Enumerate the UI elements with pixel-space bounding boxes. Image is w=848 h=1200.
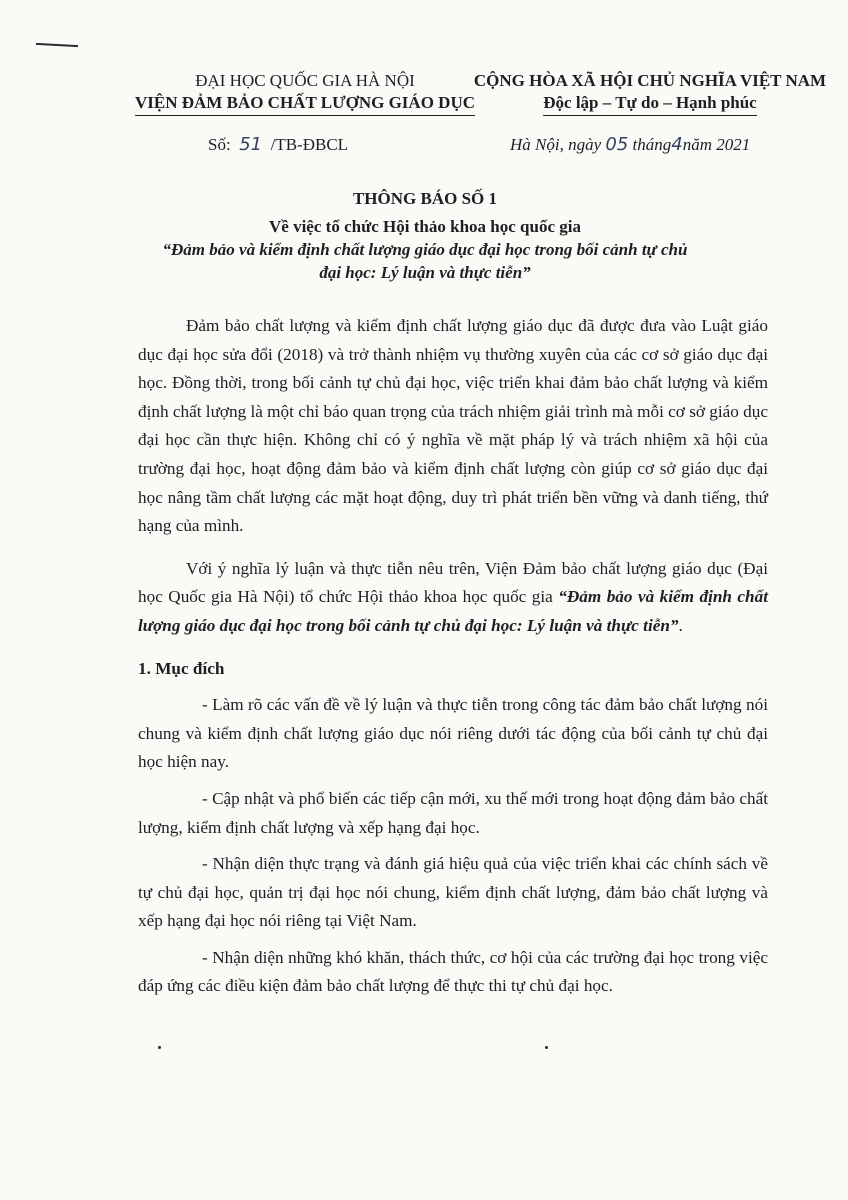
date-place: Hà Nội, ngày [510, 135, 602, 154]
paragraph-2-emphasis: “Đảm bảo và kiểm định chất lượng giáo dục đại học trong bối cảnh tự chủ đại học: Lý luận và thực tiễn” [138, 587, 768, 635]
document-date [510, 134, 750, 155]
number-suffix: /TB-ĐBCL [270, 135, 349, 154]
purpose-item-4: - Nhận diện những khó khăn, thách thức, cơ hội của các trường đại học trong việc đáp ứng các điều kiện đảm bảo chất lượng để thực thi tự chủ đại học. [138, 947, 768, 996]
document-body [138, 312, 768, 1001]
conference-topic-line-1: “Đảm bảo và kiểm định chất lượng giáo dục đại học trong bối cảnh tự chủ [162, 240, 688, 259]
paragraph-2-text: Với ý nghĩa lý luận và thực tiễn nêu trên, Viện Đảm bảo chất lượng giáo dục (Đại học Quốc gia Hà Nội) tổ chức Hội thảo khoa học quốc gia [138, 558, 768, 607]
notice-subject: Về việc tổ chức Hội thảo khoa học quốc gia [269, 217, 581, 236]
date-year: năm 2021 [682, 135, 751, 154]
handwritten-number: 51 [239, 134, 263, 155]
paragraph-2 [138, 555, 768, 641]
handwritten-month: 4 [671, 134, 683, 155]
purpose-item-1: - Làm rõ các vấn đề về lý luận và thực tiễn trong công tác đảm bảo chất lượng nói chung và kiểm định chất lượng giáo dục nói riêng dưới tác động của bối cảnh tự chủ đại học hiện nay. [138, 695, 768, 772]
scan-pen-mark [36, 43, 78, 47]
date-month-label: tháng [632, 135, 672, 154]
org-line-1: ĐẠI HỌC QUỐC GIA HÀ NỘI [195, 71, 415, 90]
country-name: CỘNG HÒA XÃ HỘI CHỦ NGHĨA VIỆT NAM [473, 71, 827, 90]
purpose-item-2: - Cập nhật và phổ biến các tiếp cận mới, xu thế mới trong hoạt động đảm bảo chất lượng, kiểm định chất lượng và xếp hạng đại học. [138, 788, 768, 837]
section-1-heading: 1. Mục đích [138, 658, 225, 678]
number-prefix: Số: [208, 135, 231, 154]
org-line-2: VIỆN ĐẢM BẢO CHẤT LƯỢNG GIÁO DỤC [135, 92, 475, 116]
conference-topic-line-2: đại học: Lý luận và thực tiễn” [319, 263, 531, 282]
paragraph-2-end: . [678, 615, 683, 635]
scan-speck [158, 1046, 161, 1049]
handwritten-day: 05 [605, 134, 629, 155]
paragraph-1: Đảm bảo chất lượng và kiểm định chất lượng giáo dục đã được đưa vào Luật giáo dục đại học sửa đổi (2018) và trở thành nhiệm vụ thường xuyên của các cơ sở giáo dục đại học. Đồng thời, trong bối cảnh tự chủ đại học, việc triển khai đảm bảo chất lượng và kiểm định chất lượng là một chỉ báo quan trọng của trách nhiệm giải trình mà mỗi cơ sở giáo dục đại học cần thực hiện. Không chỉ có ý nghĩa về mặt pháp lý và trách nhiệm xã hội của trường đại học, hoạt động đảm bảo và kiểm định chất lượng còn giúp cơ sở giáo dục đại học nâng tầm chất lượng các mặt hoạt động, duy trì phát triển bền vững và danh tiếng, thứ hạng của mình. [138, 316, 768, 536]
purpose-item-3: - Nhận diện thực trạng và đánh giá hiệu quả của việc triển khai các chính sách về tự chủ đại học, quản trị đại học nói chung, kiểm định chất lượng, đảm bảo chất lượng và xếp hạng đại học nói riêng tại Việt Nam. [138, 854, 768, 931]
notice-title: THÔNG BÁO SỐ 1 [352, 189, 498, 208]
notice-title-block [140, 188, 710, 284]
national-motto: Độc lập – Tự do – Hạnh phúc [543, 92, 756, 116]
document-number [208, 134, 348, 155]
scan-speck [545, 1046, 548, 1049]
issuing-organization [120, 70, 490, 116]
national-heading [455, 70, 845, 116]
